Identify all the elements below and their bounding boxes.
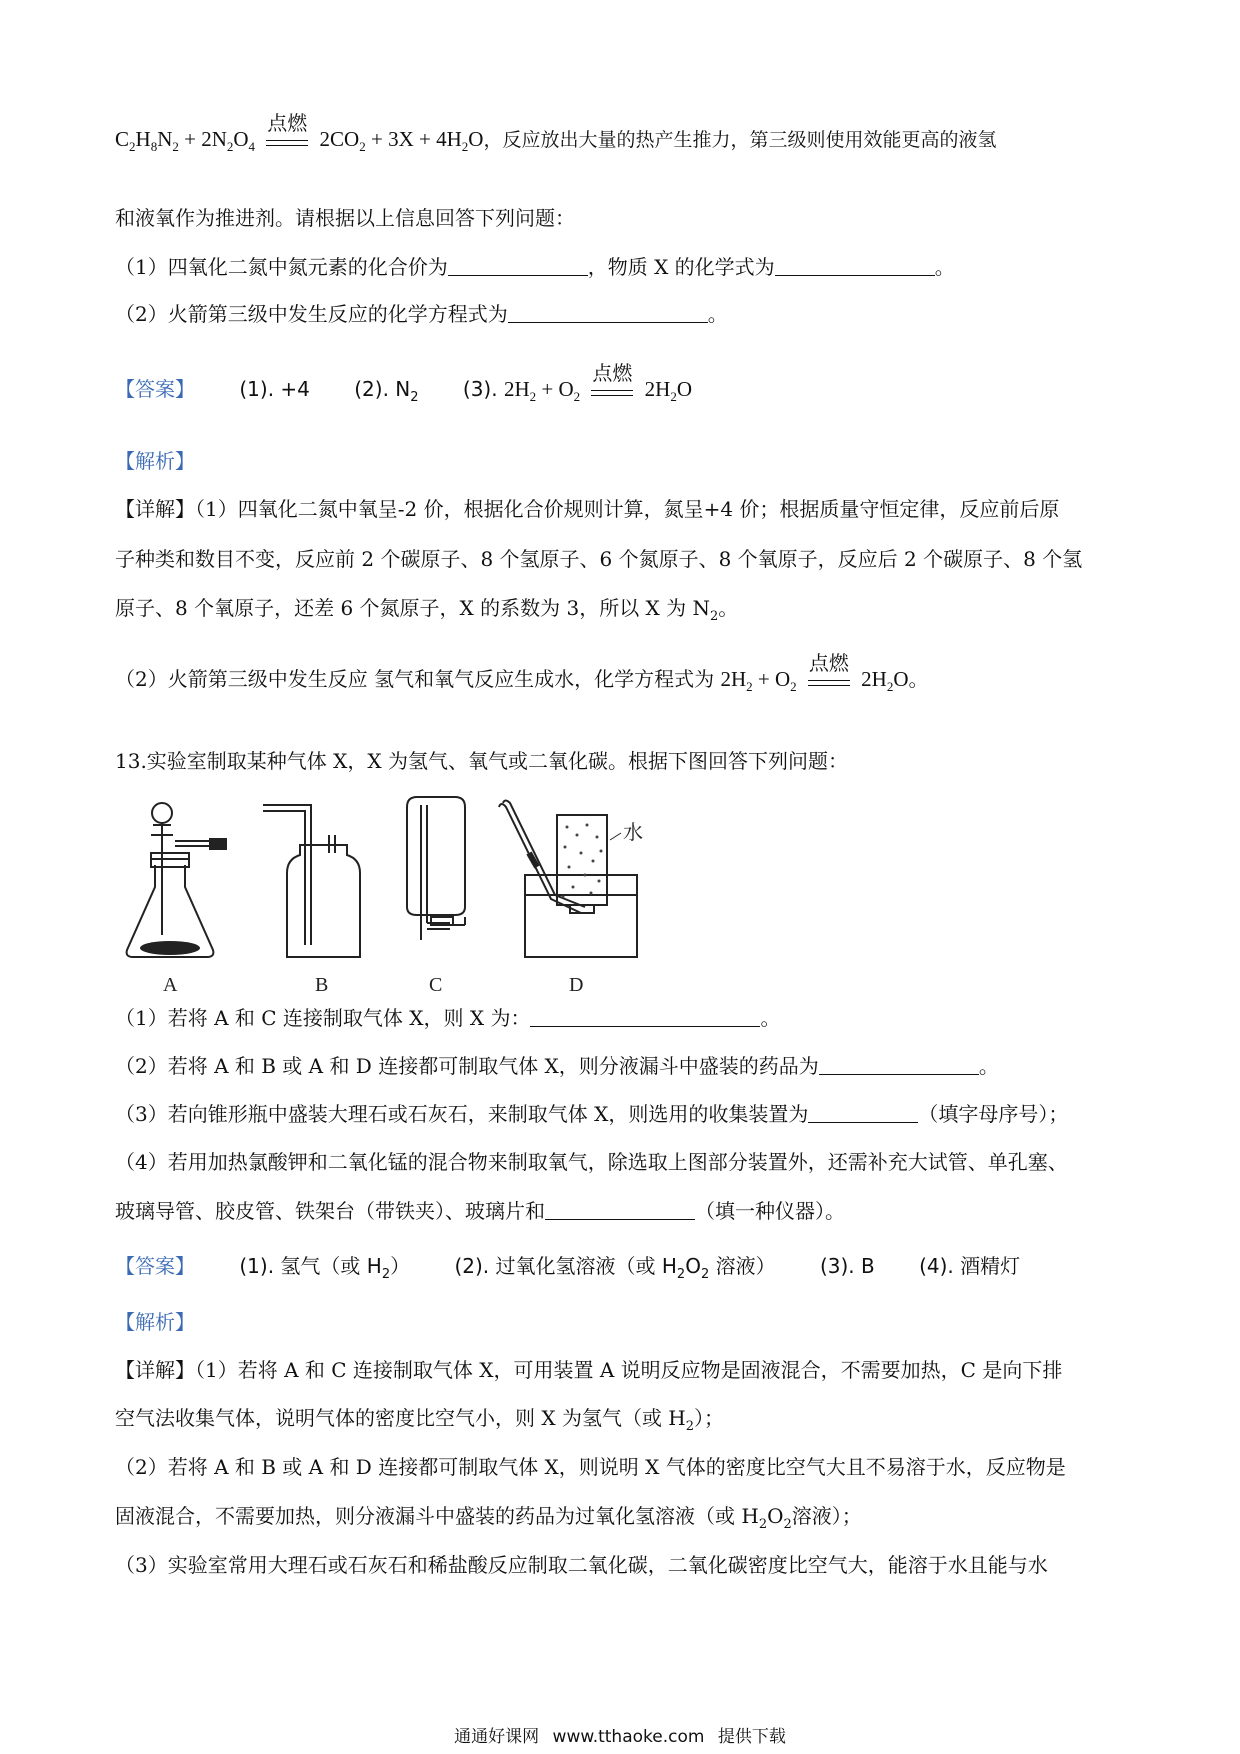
detail-13-line-4: 固液混合，不需要加热，则分液漏斗中盛装的药品为过氧化氢溶液（或 $H_2O_2$溶液）；	[115, 1504, 862, 1532]
equation-line-1: $C_2H_8N_2 + 2N_2O_4$ 点燃 $2CO_2 + 3X + 4H_2O$，反应放出大量的热产生推力，第三级则使用效能更高的液氢	[115, 111, 997, 154]
detail-12-line-1: 【详解】（1）四氧化二氮中氧呈-2 价，根据化合价规则计算，氮呈+4 价；根据质量守恒定律，反应前后原	[115, 497, 1060, 521]
answer-blank[interactable]	[819, 1054, 979, 1075]
label-c: C	[429, 974, 443, 995]
footer-url[interactable]: www.tthaoke.com	[552, 1727, 705, 1747]
footer-site: 通通好课网	[454, 1727, 540, 1747]
answer-blank[interactable]	[775, 255, 935, 276]
reaction-arrow: 点燃	[262, 127, 312, 155]
line-2: 和液氧作为推进剂。请根据以上信息回答下列问题：	[115, 206, 575, 230]
answer-blank[interactable]	[508, 302, 708, 323]
q13-part4-line2: 玻璃导管、胶皮管、铁架台（带铁夹）、玻璃片和 （填一种仪器）。	[115, 1199, 845, 1223]
footer-note: 提供下载	[717, 1727, 786, 1747]
answer-blank[interactable]	[808, 1102, 918, 1123]
answer-12: 【答案】 (1). +4 (2). $N_2$ (3). $2H_2 + O_2$ 点燃 $2H_2O$	[115, 361, 692, 405]
detail-12-line-3: 原子、8 个氧原子，还差 6 个氮原子，X 的系数为 3，所以 X 为 $N_2$。	[115, 596, 739, 624]
answer-blank[interactable]	[530, 1006, 760, 1027]
detail-12-line-2: 子种类和数目不变，反应前 2 个碳原子、8 个氢原子、6 个氮原子、8 个氧原子，反应后 2 个碳原子、8 个氢	[115, 547, 1083, 571]
line1-text: ，反应放出大量的热产生推力，第三级则使用效能更高的液氢	[483, 129, 997, 151]
q13-stem: 13.实验室制取某种气体 X，X 为氢气、氧气或二氧化碳。根据下图回答下列问题：	[115, 749, 848, 773]
apparatus-b	[263, 805, 360, 957]
detail-12-line-4: （2）火箭第三级中发生反应 氢气和氧气反应生成水，化学方程式为 $2H_2 + O_2$ 点燃 $2H_2O$。	[115, 651, 929, 694]
label-b: B	[315, 974, 329, 995]
apparatus-d	[499, 801, 637, 958]
apparatus-c	[407, 797, 465, 940]
detail-13-line-5: （3）实验室常用大理石或石灰石和稀盐酸反应制取二氧化碳，二氧化碳密度比空气大，能溶于水且能与水	[115, 1553, 1048, 1577]
answer-tag: 【答案】	[115, 377, 195, 401]
q12-part2: （2）火箭第三级中发生反应的化学方程式为 。	[115, 302, 728, 326]
detail-13-line-1: 【详解】（1）若将 A 和 C 连接制取气体 X，可用装置 A 说明反应物是固液混合，不需要加热，C 是向下排	[115, 1358, 1063, 1382]
detail-13-line-2: 空气法收集气体，说明气体的密度比空气小，则 X 为氢气（或 $H_2$）；	[115, 1406, 725, 1434]
analysis-tag: 【解析】	[115, 449, 195, 473]
q13-part4-line1: （4）若用加热氯酸钾和二氧化锰的混合物来制取氧气，除选取上图部分装置外，还需补充大试管、单孔塞、	[115, 1150, 1068, 1174]
q12-part1: （1）四氧化二氮中氮元素的化合价为 ，物质 X 的化学式为 。	[115, 255, 955, 279]
label-a: A	[163, 974, 178, 995]
q13-part3: （3）若向锥形瓶中盛装大理石或石灰石，来制取气体 X，则选用的收集装置为 （填字母序号）；	[115, 1102, 1069, 1126]
answer-blank[interactable]	[545, 1199, 695, 1220]
water-label: 水	[623, 820, 643, 844]
analysis-tag-13: 【解析】	[115, 1310, 195, 1334]
answer-blank[interactable]	[448, 255, 588, 276]
q13-part1: （1）若将 A 和 C 连接制取气体 X，则 X 为： 。	[115, 1006, 781, 1030]
q13-part2: （2）若将 A 和 B 或 A 和 D 连接都可制取气体 X，则分液漏斗中盛装的药品为 。	[115, 1054, 999, 1078]
page-footer	[0, 1722, 1240, 1747]
answer-13: 【答案】 (1). 氢气（或 $H_2$） (2). 过氧化氢溶液（或 $H_2O_2$ 溶液） (3). B (4). 酒精灯	[115, 1254, 1021, 1282]
apparatus-diagram	[115, 795, 735, 995]
detail-13-line-3: （2）若将 A 和 B 或 A 和 D 连接都可制取气体 X，则说明 X 气体的密度比空气大且不易溶于水，反应物是	[115, 1455, 1066, 1479]
label-d: D	[569, 974, 584, 995]
apparatus-a	[127, 803, 226, 957]
